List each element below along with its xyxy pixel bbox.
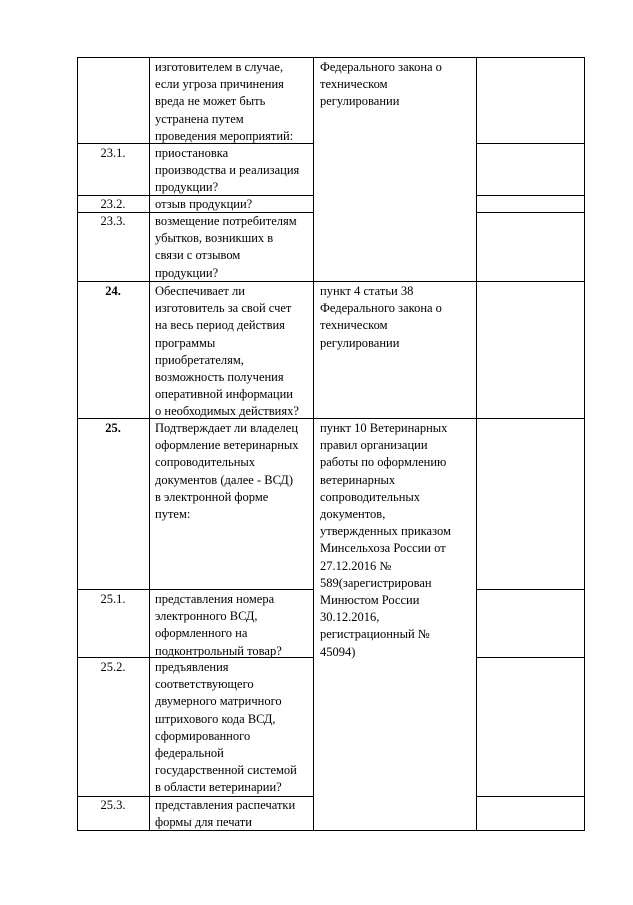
table-rule	[77, 589, 313, 590]
legal-reference: пункт 10 Ветеринарных правил организации работы по оформлению ветеринарных сопроводительных документов, утвержденных приказом Минсельхоза России от 27.12.2016 № 589(зарегистрирован Минюстом России 30.12.2016, регистрационный № 45094)	[320, 421, 451, 659]
legal-reference: Федерального закона о техническом регулировании	[320, 60, 442, 109]
legal-reference: пункт 4 статьи 38 Федерального закона о техническом регулировании	[320, 284, 442, 350]
row-number: 23.2.	[100, 197, 126, 211]
row-number: 25.2.	[100, 660, 126, 674]
row-number: 25.1.	[100, 592, 126, 606]
question-text: Подтверждает ли владелец оформление ветеринарных сопроводительных документов (далее - ВСД) в электронной форме путем:	[155, 421, 299, 522]
table-rule	[476, 195, 584, 196]
question-text: представления распечатки формы для печати	[155, 798, 296, 830]
table-rule	[476, 212, 584, 213]
table-rule	[476, 57, 584, 58]
table-rule	[476, 657, 584, 658]
table-rule	[476, 796, 584, 797]
table-rule	[313, 57, 314, 831]
question-text: возмещение потребителям убытков, возникших в связи с отзывом продукции?	[155, 214, 297, 280]
question-text: изготовителем в случае, если угроза причинения вреда не может быть устранена путем проведения мероприятий:	[155, 60, 294, 143]
row-number: 24.	[105, 284, 121, 298]
row-number: 25.	[105, 421, 121, 435]
question-text: Обеспечивает ли изготовитель за свой счет на весь период действия программы приобретателям, возможность получения оперативной информации о необходимых действиях?	[155, 284, 299, 419]
table-rule	[476, 589, 584, 590]
table-rule	[149, 57, 150, 831]
question-text: отзыв продукции?	[155, 197, 253, 211]
table-rule	[476, 57, 477, 831]
table-rule	[77, 57, 313, 58]
question-text: предъявления соответствующего двумерного матричного штрихового кода ВСД, сформированного федеральной государственной системой в области ветеринарии?	[155, 660, 297, 795]
table-rule	[313, 281, 476, 282]
question-text: представления номера электронного ВСД, оформленного на подконтрольный товар?	[155, 592, 282, 658]
question-text: приостановка производства и реализация продукции?	[155, 146, 300, 195]
table-rule	[476, 418, 584, 419]
table-rule	[476, 830, 584, 831]
table-rule	[313, 830, 476, 831]
table-rule	[476, 281, 584, 282]
row-number: 25.3.	[100, 798, 126, 812]
table-rule	[313, 418, 476, 419]
table-rule	[584, 57, 585, 831]
table-rule	[476, 143, 584, 144]
row-number: 23.3.	[100, 214, 126, 228]
table-rule	[313, 57, 476, 58]
row-number: 23.1.	[100, 146, 126, 160]
table-rule	[77, 57, 78, 831]
